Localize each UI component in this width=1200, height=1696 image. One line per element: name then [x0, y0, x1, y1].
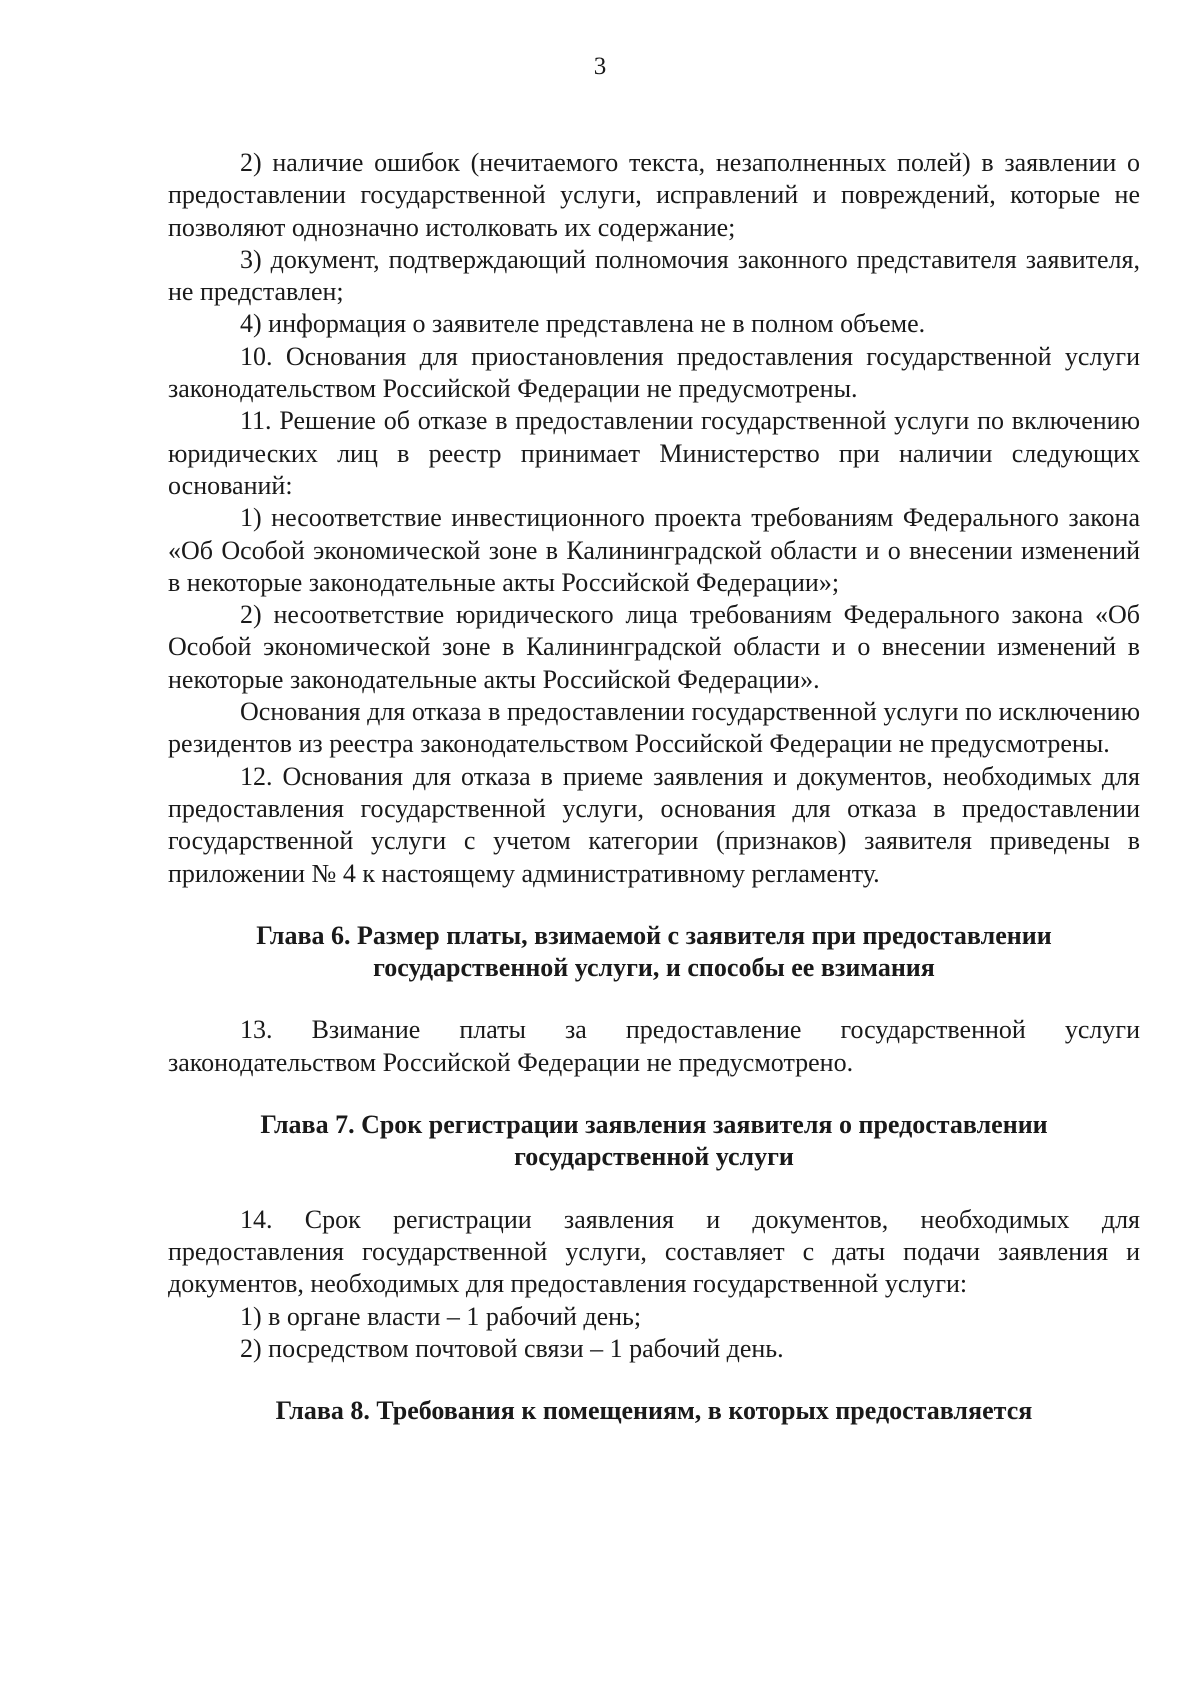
chapter-6-heading [168, 920, 1140, 985]
paragraph-item-2-errors: 2) наличие ошибок (нечитаемого текста, незаполненных полей) в заявлении о предоставлении государственной услуги, исправлений и повреждений, которые не позволяют однозначно истолковать их содержание; [168, 148, 1140, 242]
chapter-6-heading-line-1: Глава 6. Размер платы, взимаемой с заявителя при предоставлении [256, 920, 1052, 950]
paragraph-item-4-info: 4) информация о заявителе представлена не в полном объеме. [240, 309, 926, 339]
paragraph-12: 12. Основания для отказа в приеме заявления и документов, необходимых для предоставления государственной услуги, основания для отказа в предоставлении государственной услуги с учетом категории (признаков) заявителя приведены в приложении № 4 к настоящему административному регламенту. [168, 761, 1140, 888]
page-number: 3 [593, 53, 607, 80]
paragraph-14: 14. Срок регистрации заявления и документов, необходимых для предоставления государственной услуги, составляет с даты подачи заявления и документов, необходимых для предоставления государственной услуги: [168, 1204, 1140, 1299]
paragraph-11-item-2: 2) несоответствие юридического лица требованиям Федерального закона «Об Особой экономической зоне в Калининградской области и о внесении изменений в некоторые законодательные акты Российской Федерации». [168, 600, 1140, 694]
paragraph-11: 11. Решение об отказе в предоставлении государственной услуги по включению юридических лиц в реестр принимает Министерство при наличии следующих оснований: [168, 406, 1140, 500]
chapter-7-heading [168, 1109, 1140, 1174]
chapter-8-heading-line-1: Глава 8. Требования к помещениям, в которых предоставляется [275, 1396, 1033, 1426]
chapter-6-heading-line-2: государственной услуги, и способы ее взимания [373, 953, 935, 983]
paragraph-10: 10. Основания для приостановления предоставления государственной услуги законодательством Российской Федерации не предусмотрены. [168, 341, 1140, 404]
chapter-7-heading-line-2: государственной услуги [514, 1142, 794, 1172]
paragraph-exclusion-grounds: Основания для отказа в предоставлении государственной услуги по исключению резидентов из реестра законодательством Российской Федерации не предусмотрены. [168, 697, 1140, 759]
chapter-7-heading-line-1: Глава 7. Срок регистрации заявления заявителя о предоставлении [260, 1110, 1048, 1140]
paragraph-13: 13. Взимание платы за предоставление государственной услуги законодательством Российской Федерации не предусмотрено. [168, 1015, 1140, 1077]
paragraph-11-item-1: 1) несоответствие инвестиционного проекта требованиям Федерального закона «Об Особой экономической зоне в Калининградской области и о внесении изменений в некоторые законодательные акты Российской Федерации»; [168, 503, 1140, 597]
document-body [168, 147, 1140, 1427]
chapter-8-heading [168, 1395, 1140, 1427]
paragraph-14-item-2: 2) посредством почтовой связи – 1 рабочий день. [240, 1333, 784, 1363]
paragraph-item-3-representative: 3) документ, подтверждающий полномочия законного представителя заявителя, не представлен; [168, 244, 1140, 307]
paragraph-14-item-1: 1) в органе власти – 1 рабочий день; [240, 1301, 642, 1331]
